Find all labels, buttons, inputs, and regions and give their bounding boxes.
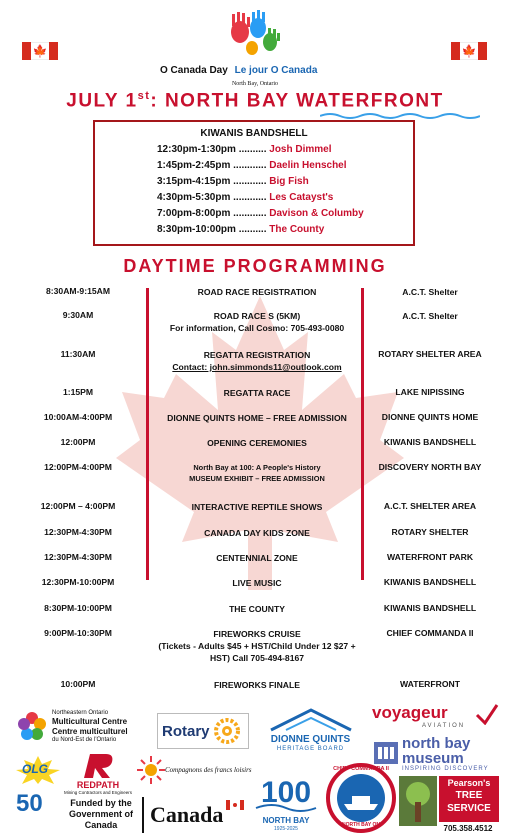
wave-underline-icon [320,112,480,120]
schedule-event [150,387,364,399]
museum-sub: INSPIRING DISCOVERY [402,766,489,772]
schedule-time: 9:00PM-10:30PM [44,628,112,638]
svg-text:100: 100 [260,776,312,809]
schedule-event [150,349,364,373]
event-detail: (Tickets - Adults $45 + HST/Child Under 12 $27 + HST) Call 705-494-8167 [158,641,356,663]
daytime-heading: DAYTIME PROGRAMMING [123,256,387,276]
bandshell-row [157,208,364,219]
bandshell-time: 4:30pm-5:30pm ............ [157,192,267,203]
multicultural-flower-icon [16,710,48,742]
schedule-time: 12:30PM-4:30PM [44,552,112,562]
event-detail: MUSEUM EXHIBIT – FREE ADMISSION [189,474,325,483]
redpath-r-icon [80,752,116,780]
bandshell-act: Big Fish [269,176,309,187]
olg-logo [16,756,62,834]
bandshell-schedule [93,120,415,246]
schedule-location: DISCOVERY NORTH BAY [378,462,482,472]
pearsons-line2: TREE [455,790,483,801]
compagnons-name: Compagnons des francs loisirs [165,766,252,774]
logo-text-french: Le jour O Canada [234,65,318,76]
bandshell-time: 3:15pm-4:15pm ............ [157,176,267,187]
canada-wordmark: Canada [150,802,224,827]
bandshell-act: Josh Dimmel [269,144,332,155]
pearsons-line1: Pearson's [447,778,491,788]
divider-left [146,288,149,580]
schedule-event [150,412,364,424]
event-title: DIONNE QUINTS HOME – FREE ADMISSION [167,413,347,423]
multicultural-prefix: Northeastern Ontario [52,710,109,716]
compagnons-logo [137,756,255,786]
handprints-logo-icon [224,10,286,58]
schedule-event [150,462,364,484]
chief-commanda-logo [326,762,396,834]
schedule-time: 10:00AM-4:00PM [43,412,113,422]
title-location: : NORTH BAY [150,90,297,112]
bandshell-time: 7:00pm-8:00pm ............ [157,208,267,219]
multicultural-name-fr: Centre multiculturel [52,727,128,736]
rotary-wordmark: Rotary [162,722,210,740]
schedule-time: 8:30AM-9:15AM [46,286,110,296]
voyageur-wordmark: voyageur [372,703,448,722]
event-title: OPENING CEREMONIES [207,438,307,448]
commanda-name: CHIEF COMMANDA II [333,766,389,772]
redpath-sub: Mining Contractors and Engineers [63,790,133,795]
bandshell-heading: KIWANIS BANDSHELL [200,128,308,139]
redpath-wordmark: REDPATH [76,780,120,790]
museum-line1: north bay [402,735,471,752]
event-contact-link[interactable]: Contact: john.simmonds11@outlook.com [172,362,342,372]
bandshell-act: Daelin Henschel [269,160,347,171]
logo-text-english: O Canada Day [160,65,228,76]
schedule-event [150,577,364,589]
title-highlight: WATERFRONT [296,90,444,112]
schedule-location: WATERFRONT [400,679,460,689]
funded-by-government-text: Funded by the Government of Canada [68,798,133,830]
schedule-location: KIWANIS BANDSHELL [383,437,477,447]
event-title: ROAD RACE REGISTRATION [197,287,317,297]
schedule-time: 1:15PM [62,387,94,397]
schedule-location: ROTARY SHELTER [391,527,469,537]
event-title: LIVE MUSIC [232,578,282,588]
bandshell-time: 8:30pm-10:00pm .......... [157,224,267,235]
commanda-sub: NORTH BAY ON [341,822,381,828]
voyageur-logo [372,703,500,733]
canada-flag-right-icon: 🍁 [451,42,487,60]
title-date: JULY 1 [66,90,138,112]
museum-line2: museum [402,750,464,767]
event-title: REGATTA REGISTRATION [203,350,311,360]
funding-divider [142,797,144,833]
schedule-location: DIONNE QUINTS HOME [381,412,479,422]
pearsons-tree-service-logo [399,776,499,834]
multicultural-name-en: Multicultural Centre [52,717,128,726]
schedule-time: 12:30PM-4:30PM [44,527,112,537]
rotary-wheel-icon [214,718,240,744]
bandshell-time: 1:45pm-2:45pm ............ [157,160,267,171]
schedule-time: 11:30AM [60,349,96,359]
title-date-suffix: st [137,90,151,102]
event-title: ROAD RACE S (5KM) [213,311,301,321]
dionne-quints-logo [258,708,363,756]
schedule-event [150,679,364,691]
schedule-location: KIWANIS BANDSHELL [383,603,477,613]
schedule-event [150,603,364,615]
schedule-event [150,286,364,298]
canada-flag-left-icon: 🍁 [22,42,58,60]
event-title: CANADA DAY KIDS ZONE [204,528,310,538]
page-title [0,90,510,112]
schedule-time: 8:30PM-10:00PM [44,603,112,613]
schedule-event [150,310,364,334]
canada-wordmark-logo [150,798,250,834]
multicultural-sub-fr: du Nord-Est de l'Ontario [52,737,117,743]
event-title: FIREWORKS CRUISE [213,629,301,639]
voyageur-sub: AVIATION [422,723,466,729]
voyageur-check-icon [475,703,499,725]
dionne-name: DIONNE QUINTS [270,734,351,745]
schedule-time: 12:30PM-10:00PM [41,577,115,587]
schedule-event [150,628,364,664]
schedule-location: ROTARY SHELTER AREA [378,349,482,359]
bandshell-row [157,192,333,203]
event-title: FIREWORKS FINALE [214,680,300,690]
event-detail: For information, Call Cosmo: 705-493-0080 [169,323,345,333]
event-title: CENTENNIAL ZONE [216,553,298,563]
dionne-sub: HERITAGE BOARD [276,746,345,752]
north-bay-100-icon [252,766,320,816]
schedule-time: 12:00PM – 4:00PM [40,501,116,511]
schedule-event [150,552,364,564]
event-title: North Bay at 100: A People's History [193,463,321,472]
multicultural-centre-logo [16,708,151,746]
olg-wordmark: OLG [22,762,48,776]
tree-icon [399,776,437,826]
o-canada-day-wordmark [160,65,350,76]
schedule-location: LAKE NIPISSING [395,387,465,397]
schedule-event [150,527,364,539]
schedule-location: WATERFRONT PARK [386,552,474,562]
north-bay-years: 1925-2025 [274,826,298,832]
compagnons-sun-icon [137,756,165,784]
schedule-event [150,501,364,513]
bandshell-act: The County [269,224,325,235]
schedule-event [150,437,364,449]
pearsons-phone: 705.358.4512 [443,824,493,833]
olg-anniversary-number: 50 [16,790,43,817]
schedule-location: A.C.T. SHELTER AREA [383,501,477,511]
rotary-logo [157,713,249,749]
house-icon [266,708,356,732]
bandshell-act: Davison & Columby [269,208,364,219]
bandshell-time: 12:30pm-1:30pm .......... [157,144,267,155]
logo-subtitle: North Bay, Ontario [231,81,279,87]
bandshell-act: Les Catayst's [269,192,334,203]
bandshell-row [157,176,309,187]
bandshell-row [157,160,347,171]
schedule-time: 12:00PM-4:00PM [44,462,112,472]
schedule-location: CHIEF COMMANDA II [386,628,474,638]
event-title: REGATTA RACE [223,388,291,398]
schedule-location: A.C.T. Shelter [402,311,458,321]
pearsons-line3: SERVICE [447,803,491,814]
event-title: INTERACTIVE REPTILE SHOWS [191,502,323,512]
schedule-location: A.C.T. Shelter [402,287,458,297]
event-title: THE COUNTY [229,604,285,614]
bandshell-row [157,224,324,235]
bandshell-row [157,144,332,155]
schedule-location: KIWANIS BANDSHELL [383,577,477,587]
redpath-logo [62,752,134,796]
north-bay-centennial-logo [252,766,320,834]
schedule-time: 12:00PM [60,437,96,447]
schedule-time: 10:00PM [60,679,96,689]
canada-flag-small-icon [226,800,244,810]
schedule-time: 9:30AM [62,310,94,320]
north-bay-name: NORTH BAY [262,816,310,825]
